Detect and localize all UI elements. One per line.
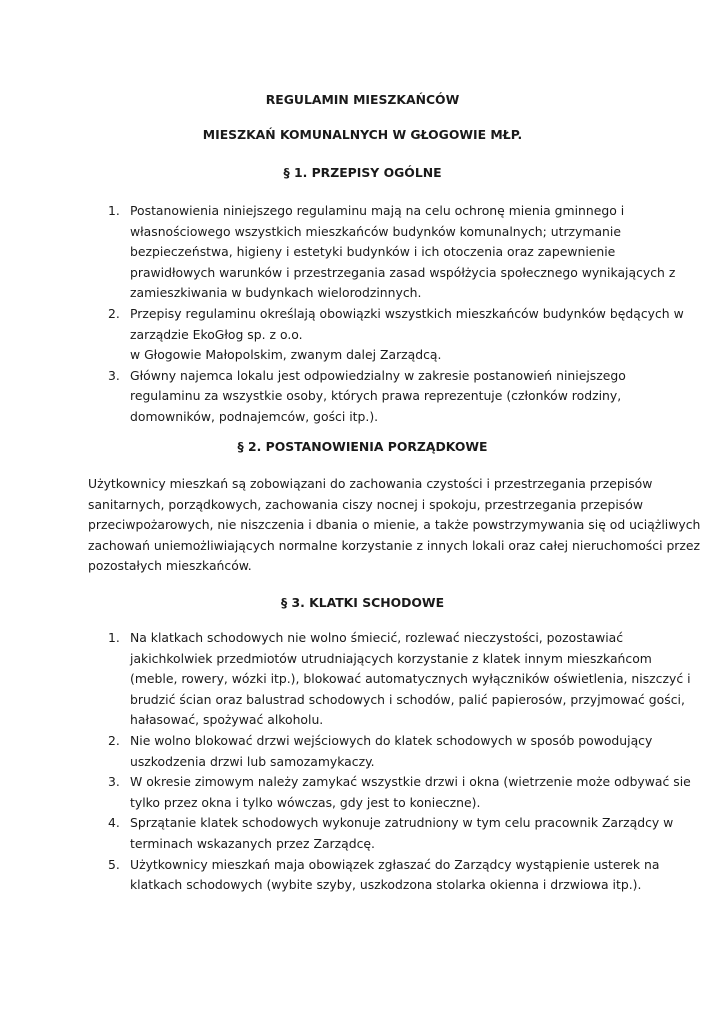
list-item-text: tylko przez okna i tylko wówczas, gdy jest to konieczne). [130, 794, 481, 810]
paragraph-line: sanitarnych, porządkowych, zachowania ciszy nocnej i spokoju, przestrzegania przepisów [88, 496, 643, 512]
list-item-number: 3. [108, 774, 120, 790]
list-item-number: 4. [108, 815, 120, 831]
list-item-text: Nie wolno blokować drzwi wejściowych do klatek schodowych w sposób powodujący [130, 732, 653, 748]
list-item [88, 201, 676, 304]
list-item-text: Przepisy regulaminu określają obowiązki wszystkich mieszkańców budynków będących w [130, 305, 684, 321]
section-1-list [88, 201, 684, 428]
list-item-text: terminach wskazanych przez Zarządcę. [130, 835, 375, 851]
list-item-text: hałasować, spożywać alkoholu. [130, 712, 324, 728]
list-item-text: jakichkolwiek przedmiotów utrudniających korzystanie z klatek innym mieszkańcom [130, 650, 652, 666]
list-item-text: w Głogowie Małopolskim, zwanym dalej Zarządcą. [130, 347, 442, 363]
paragraph-line: zachowań uniemożliwiających normalne korzystanie z innych lokali oraz całej nieruchomości przez [88, 537, 701, 553]
list-item [88, 855, 660, 896]
list-item-number: 3. [108, 367, 120, 383]
paragraph-line: pozostałych mieszkańców. [88, 558, 252, 574]
list-item [88, 772, 691, 813]
list-item-text: uszkodzenia drzwi lub samozamykaczy. [130, 753, 375, 769]
list-item [88, 304, 684, 366]
list-item-text: (meble, rowery, wózki itp.), blokować automatycznych wyłączników oświetlenia, niszczyć i [130, 671, 691, 687]
list-item-number: 5. [108, 856, 120, 872]
list-item-text: własnościowego wszystkich mieszkańców budynków komunalnych; utrzymanie [130, 223, 621, 239]
list-item-text: bezpieczeństwa, higieny i estetyki budynków i ich otoczenia oraz zapewnienie [130, 244, 616, 260]
paragraph-line: przeciwpożarowych, nie niszczenia i dbania o mienie, a także powstrzymywania się od uciążliwych [88, 517, 701, 533]
list-item-number: 2. [108, 732, 120, 748]
list-item-text: prawidłowych warunków i przestrzegania zasad współżycia społecznego wynikających z [130, 264, 676, 280]
list-item-text: Na klatkach schodowych nie wolno śmiecić, rozlewać nieczystości, pozostawiać [130, 630, 624, 645]
section-2-heading: § 2. POSTANOWIENIA PORZĄDKOWE [237, 439, 488, 454]
list-item [88, 628, 691, 731]
list-item-text: W okresie zimowym należy zamykać wszystkie drzwi i okna (wietrzenie może odbywać sie [130, 774, 691, 790]
list-item-text: regulaminu za wszystkie osoby, których prawa reprezentuje (członków rodziny, [130, 388, 622, 404]
list-item-number: 2. [108, 305, 120, 321]
document-subtitle: MIESZKAŃ KOMUNALNYCH W GŁOGOWIE MŁP. [202, 127, 523, 142]
list-item-text: zamieszkiwania w budynkach wielorodzinnych. [130, 285, 422, 301]
section-2-paragraph [88, 474, 701, 577]
section-3-heading: § 3. KLATKI SCHODOWE [280, 595, 445, 610]
list-item-text: klatkach schodowych (wybite szyby, uszkodzona stolarka okienna i drzwiowa itp.). [130, 877, 642, 893]
list-item-number: 1. [108, 203, 120, 218]
list-item-text: Sprzątanie klatek schodowych wykonuje zatrudniony w tym celu pracownik Zarządcy w [130, 815, 674, 831]
list-item-text: zarządzie EkoGłog sp. z o.o. [130, 326, 303, 342]
list-item-text: brudzić ścian oraz balustrad schodowych i schodów, palić papierosów, przyjmować gości, [130, 691, 685, 707]
list-item-text: Użytkownicy mieszkań maja obowiązek zgłaszać do Zarządcy wystąpienie usterek na [130, 856, 660, 872]
list-item-text: domowników, podnajemców, gości itp.). [130, 408, 379, 424]
list-item-text: Postanowienia niniejszego regulaminu mają na celu ochronę mienia gminnego i [130, 203, 625, 218]
paragraph-line: Użytkownicy mieszkań są zobowiązani do zachowania czystości i przestrzegania przepisów [88, 476, 653, 491]
section-1-heading: § 1. PRZEPISY OGÓLNE [283, 165, 442, 180]
document-title: REGULAMIN MIESZKAŃCÓW [265, 92, 460, 107]
list-item [88, 731, 653, 772]
list-item-number: 1. [108, 630, 120, 645]
list-item [88, 813, 674, 854]
list-item-text: Główny najemca lokalu jest odpowiedzialny w zakresie postanowień niniejszego [130, 367, 626, 383]
section-3-list [88, 628, 691, 896]
list-item [88, 366, 648, 428]
